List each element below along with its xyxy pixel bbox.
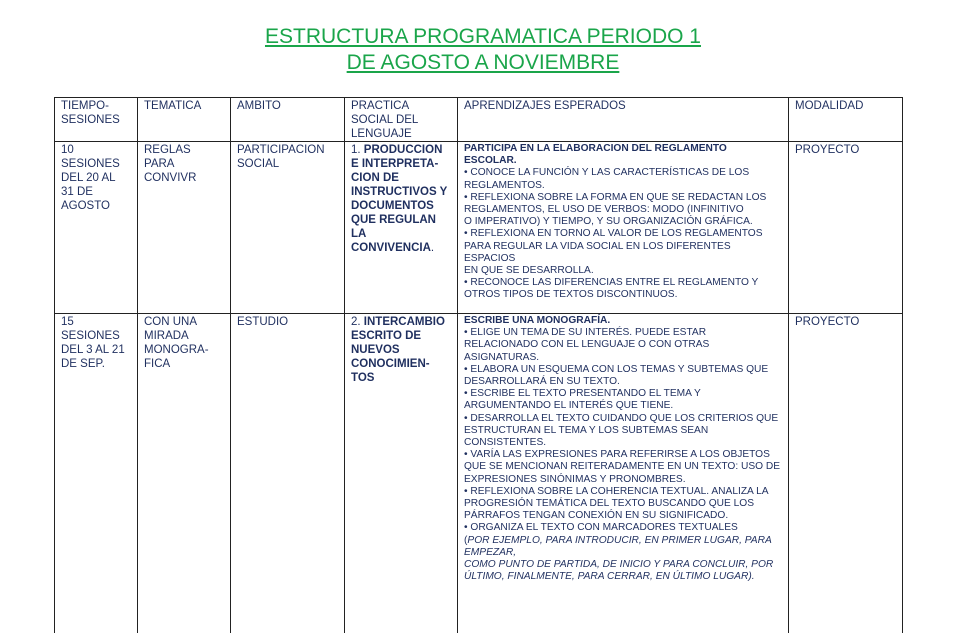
list-item: • CONOCE LA FUNCIÓN Y LAS CARACTERÍSTICAS DE LOS REGLAMENTOS. [464,167,782,191]
list-item: • ORGANIZA EL TEXTO CON MARCADORES TEXTUALES [464,522,782,534]
aprendizaje-title: ESCRIBE UNA MONOGRAFÍA. [464,315,782,327]
cell-modalidad: PROYECTO [789,142,903,314]
list-item: • VARÍA LAS EXPRESIONES PARA REFERIRSE A LOS OBJETOS QUE SE MENCIONAN REITERADAMENTE EN UN TEXTO: USO DE [464,449,782,473]
cell-modalidad: PROYECTO [789,314,903,633]
header-tiempo: TIEMPO-SESIONES [55,98,138,142]
list-item: • REFLEXIONA EN TORNO AL VALOR DE LOS REGLAMENTOS PARA REGULAR LA VIDA SOCIAL EN LOS DIFERENTES ESPACIOS [464,228,782,265]
cell-tematica: CON UNA MIRADA MONOGRA-FICA [138,314,231,633]
list-item: • ELABORA UN ESQUEMA CON LOS TEMAS Y SUBTEMAS QUE DESARROLLARÁ EN SU TEXTO. [464,364,782,388]
practica-text: INTERCAMBIO ESCRITO DE NUEVOS CONOCIMIEN-TOS [351,316,445,384]
list-item: • REFLEXIONA SOBRE LA COHERENCIA TEXTUAL. ANALIZA LA PROGRESIÓN TEMÁTICA DEL TEXTO BUSCANDO QUE LOS [464,486,782,510]
list-item: • REFLEXIONA SOBRE LA FORMA EN QUE SE REDACTAN LOS REGLAMENTOS, EL USO DE VERBOS: MODO (INFINITIVO [464,192,782,216]
cell-practica [345,142,458,314]
list-item: O IMPERATIVO) Y TIEMPO, Y SU ORGANIZACIÓN GRÁFICA. [464,216,782,228]
examples-text: POR EJEMPLO, PARA INTRODUCIR, EN PRIMER LUGAR, PARA EMPEZAR, [464,535,771,558]
cell-aprendizajes [458,142,789,314]
table-row [55,142,903,314]
program-table [54,97,903,633]
list-item: • RECONOCE LAS DIFERENCIAS ENTRE EL REGLAMENTO Y OTROS TIPOS DE TEXTOS DISCONTINUOS. [464,277,782,301]
list-item: • ELIGE UN TEMA DE SU INTERÉS. PUEDE ESTAR RELACIONADO CON EL LENGUAJE O CON OTRAS ASIGNATURAS. [464,327,782,364]
cell-tiempo: 10 SESIONES DEL 20 AL 31 DE AGOSTO [55,142,138,314]
list-item-examples [464,535,782,559]
cell-tematica: REGLAS PARA CONVIVR [138,142,231,314]
cell-practica [345,314,458,633]
table-header-row [55,98,903,142]
header-practica: PRACTICA SOCIAL DEL LENGUAJE [345,98,458,142]
list-item: • DESARROLLA EL TEXTO CUIDANDO QUE LOS CRITERIOS QUE ESTRUCTURAN EL TEMA Y LOS SUBTEMAS SEAN CONSISTENTES. [464,413,782,450]
cell-tiempo: 15 SESIONES DEL 3 AL 21 DE SEP. [55,314,138,633]
header-aprendizajes: APRENDIZAJES ESPERADOS [458,98,789,142]
page-subtitle: DE AGOSTO A NOVIEMBRE [0,50,966,76]
list-item: EXPRESIONES SINÓNIMAS Y PRONOMBRES. [464,474,782,486]
list-item: EN QUE SE DESARROLLA. [464,265,782,277]
practica-end: . [431,242,434,254]
cell-ambito: PARTICIPACION SOCIAL [231,142,345,314]
paren-close: ). [748,571,754,582]
cell-ambito: ESTUDIO [231,314,345,633]
examples-text-2 [464,559,782,583]
header-tematica: TEMATICA [138,98,231,142]
list-item: • ESCRIBE EL TEXTO PRESENTANDO EL TEMA Y ARGUMENTANDO EL INTERÉS QUE TIENE. [464,388,782,412]
examples-text-continued: COMO PUNTO DE PARTIDA, DE INICIO Y PARA CONCLUIR, POR ÚLTIMO, FINALMENTE, PARA CERRAR, EN ÚLTIMO LUGAR [464,559,773,582]
paren-open: ( [464,535,467,546]
aprendizaje-title: PARTICIPA EN LA ELABORACION DEL REGLAMENTO ESCOLAR. [464,143,782,167]
practica-number: 2. [351,316,364,328]
cell-aprendizajes [458,314,789,633]
table-row [55,314,903,633]
header-ambito: AMBITO [231,98,345,142]
practica-text: PRODUCCION E INTERPRETA-CION DE INSTRUCTIVOS Y DOCUMENTOS QUE REGULAN LA CONVIVENCIA [351,144,447,254]
header-modalidad: MODALIDAD [789,98,903,142]
page-title: ESTRUCTURA PROGRAMATICA PERIODO 1 [0,24,966,50]
practica-number: 1. [351,144,364,156]
list-item: PÁRRAFOS TENGAN CONEXIÓN EN SU SIGNIFICADO. [464,510,782,522]
